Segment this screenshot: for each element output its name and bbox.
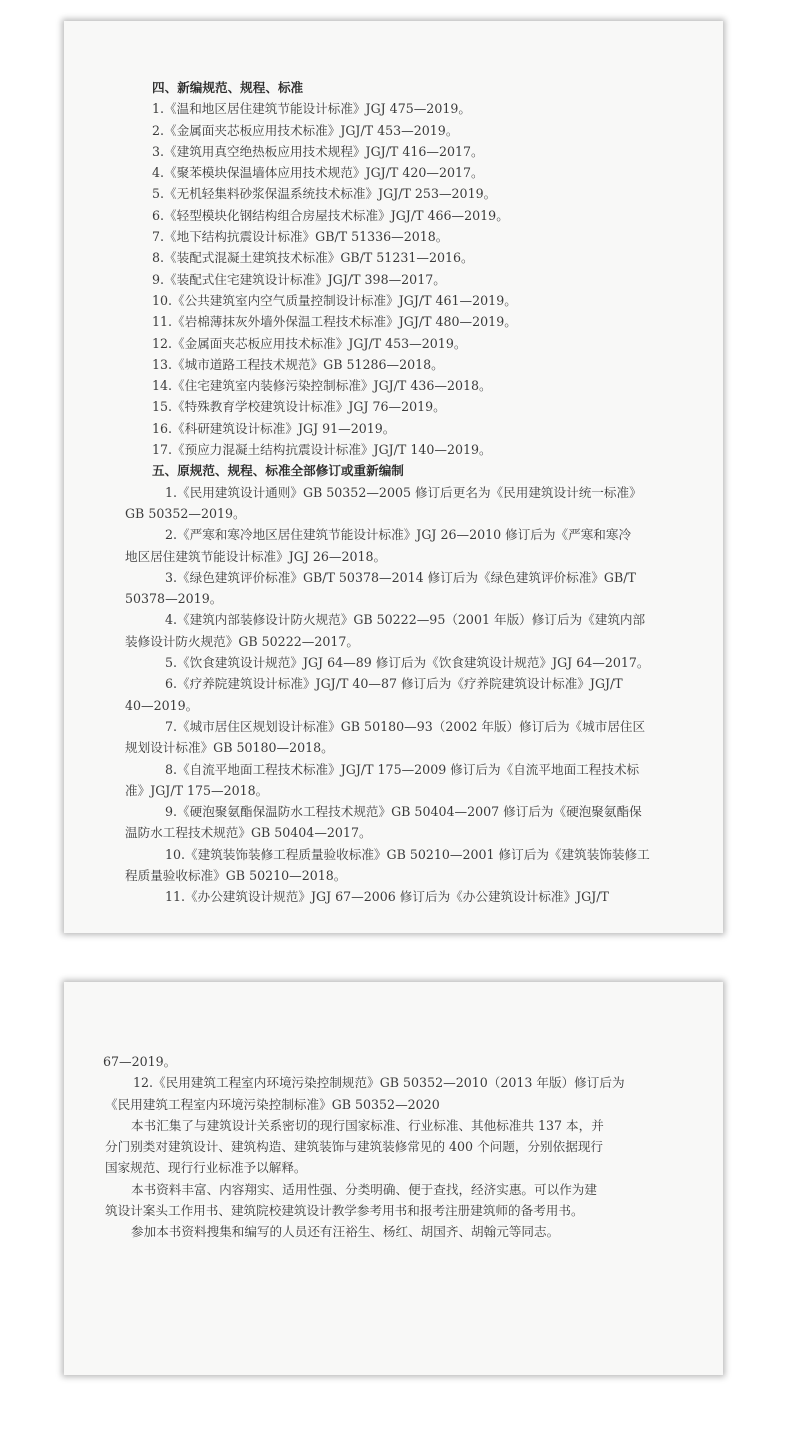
list-item: 16.《科研建筑设计标准》JGJ 91—2019。 [152, 420, 396, 436]
list-item-line: 50378—2019。 [125, 591, 223, 607]
list-item-line: 4.《建筑内部装修设计防火规范》GB 50222—95（2001 年版）修订后为《建筑内部 [165, 612, 646, 628]
new-standards-list [151, 98, 673, 460]
section-heading-new-standards: 四、新编规范、规程、标准 [152, 80, 304, 95]
list-item [151, 886, 673, 907]
list-item: 12.《金属面夹芯板应用技术标准》JGJ/T 453—2019。 [152, 335, 467, 351]
list-item-line: 温防水工程技术规范》GB 50404—2017。 [125, 825, 372, 841]
list-item-line: 11.《办公建筑设计规范》JGJ 67—2006 修订后为《办公建筑设计标准》JGJ/T [165, 889, 609, 905]
list-item: 13.《城市道路工程技术规范》GB 51286—2018。 [152, 356, 444, 372]
list-item: 3.《建筑用真空绝热板应用技术规程》JGJ/T 416—2017。 [152, 143, 484, 159]
list-item-line: 40—2019。 [125, 697, 199, 713]
list-item [105, 1072, 673, 1115]
list-item-line: 地区居住建筑节能设计标准》JGJ 26—2018。 [125, 548, 387, 564]
list-item-line: 6.《疗养院建筑设计标准》JGJ/T 40—87 修订后为《疗养院建筑设计标准》JGJ/T [165, 676, 623, 692]
list-item [125, 482, 673, 525]
document-page-1 [64, 21, 723, 933]
page-1-content [125, 77, 673, 908]
list-item [125, 759, 673, 802]
list-item-line: 2.《严寒和寒冷地区居住建筑节能设计标准》JGJ 26—2010 修订后为《严寒和寒冷 [165, 527, 632, 543]
intro-paragraph [105, 1115, 673, 1179]
usage-paragraph [105, 1179, 673, 1222]
list-item-line: 装修设计防火规范》GB 50222—2017。 [125, 633, 359, 649]
list-item-line: 《民用建筑工程室内环境污染控制标准》GB 50352—2020 [105, 1096, 440, 1112]
list-item [125, 801, 673, 844]
list-item [125, 567, 673, 610]
list-item-line: 程质量验收标准》GB 50210—2018。 [125, 867, 347, 883]
list-item [125, 609, 673, 652]
paragraph-line: 分门别类对建筑设计、建筑构造、建筑装饰与建筑装修常见的 400 个问题，分别依据现行 [105, 1139, 604, 1155]
list-item-line: 1.《民用建筑设计通则》GB 50352—2005 修订后更名为《民用建筑设计统一标准》 [165, 484, 642, 500]
list-item: 5.《无机轻集料砂浆保温系统技术标准》JGJ/T 253—2019。 [152, 186, 497, 202]
list-item [125, 844, 673, 887]
list-item: 17.《预应力混凝土结构抗震设计标准》JGJ/T 140—2019。 [152, 442, 492, 458]
paragraph-line: 本书资料丰富、内容翔实、适用性强、分类明确、便于查找，经济实惠。可以作为建 [131, 1181, 597, 1197]
list-item: 4.《聚苯模块保温墙体应用技术规范》JGJ/T 420—2017。 [152, 165, 484, 181]
list-item-line: 7.《城市居住区规划设计标准》GB 50180—93（2002 年版）修订后为《城市居住区 [165, 718, 646, 734]
list-item-line: 8.《自流平地面工程技术标准》JGJ/T 175—2009 修订后为《自流平地面工程技术标 [165, 761, 640, 777]
contributors-paragraph [105, 1221, 673, 1242]
list-item: 15.《特殊教育学校建筑设计标准》JGJ 76—2019。 [152, 399, 446, 415]
list-item: 7.《地下结构抗震设计标准》GB/T 51336—2018。 [152, 229, 449, 245]
page-2-content [105, 1051, 673, 1243]
paragraph-line: 本书汇集了与建筑设计关系密切的现行国家标准、行业标准、其他标准共 137 本，并 [131, 1117, 604, 1133]
list-item: 1.《温和地区居住建筑节能设计标准》JGJ 475—2019。 [152, 101, 471, 117]
paragraph-line: 国家规范、现行行业标准予以解释。 [105, 1160, 307, 1176]
list-item: 10.《公共建筑室内空气质量控制设计标准》JGJ/T 461—2019。 [152, 292, 517, 308]
list-item [125, 673, 673, 716]
section-heading-revised-standards: 五、原规范、规程、标准全部修订或重新编制 [152, 463, 404, 479]
list-item-line: 5.《饮食建筑设计规范》JGJ 64—89 修订后为《饮食建筑设计规范》JGJ 64—2017。 [165, 655, 650, 671]
list-item: 11.《岩棉薄抹灰外墙外保温工程技术标准》JGJ/T 480—2019。 [152, 314, 517, 330]
list-item [151, 652, 673, 673]
list-item: 9.《装配式住宅建筑设计标准》JGJ/T 398—2017。 [152, 271, 446, 287]
list-item-line: 准》JGJ/T 175—2018。 [125, 782, 269, 798]
list-item: 8.《装配式混凝土建筑技术标准》GB/T 51231—2016。 [152, 250, 474, 266]
list-item: 14.《住宅建筑室内装修污染控制标准》JGJ/T 436—2018。 [152, 378, 492, 394]
list-item-line: 规划设计标准》GB 50180—2018。 [125, 740, 334, 756]
list-item-line: 10.《建筑装饰装修工程质量验收标准》GB 50210—2001 修订后为《建筑装饰装修工 [165, 846, 650, 862]
list-item: 6.《轻型模块化钢结构组合房屋技术标准》JGJ/T 466—2019。 [152, 207, 509, 223]
list-item [125, 524, 673, 567]
paragraph-line: 参加本书资料搜集和编写的人员还有汪裕生、杨红、胡国齐、胡翰元等同志。 [131, 1224, 560, 1240]
list-item-line: 12.《民用建筑工程室内环境污染控制规范》GB 50352—2010（2013 年版）修订后为 [133, 1075, 625, 1091]
list-item-line: GB 50352—2019。 [125, 505, 246, 521]
list-item-line: 3.《绿色建筑评价标准》GB/T 50378—2014 修订后为《绿色建筑评价标准》GB/T [165, 569, 636, 585]
list-item: 2.《金属面夹芯板应用技术标准》JGJ/T 453—2019。 [152, 122, 459, 138]
continued-line: 67—2019。 [103, 1054, 177, 1069]
revised-standards-list [125, 482, 673, 908]
list-item [125, 716, 673, 759]
document-page-2 [64, 982, 723, 1375]
list-item-line: 9.《硬泡聚氨酯保温防水工程技术规范》GB 50404—2007 修订后为《硬泡聚氨酯保 [165, 804, 642, 820]
paragraph-line: 筑设计案头工作用书、建筑院校建筑设计教学参考用书和报考注册建筑师的备考用书。 [105, 1203, 584, 1219]
